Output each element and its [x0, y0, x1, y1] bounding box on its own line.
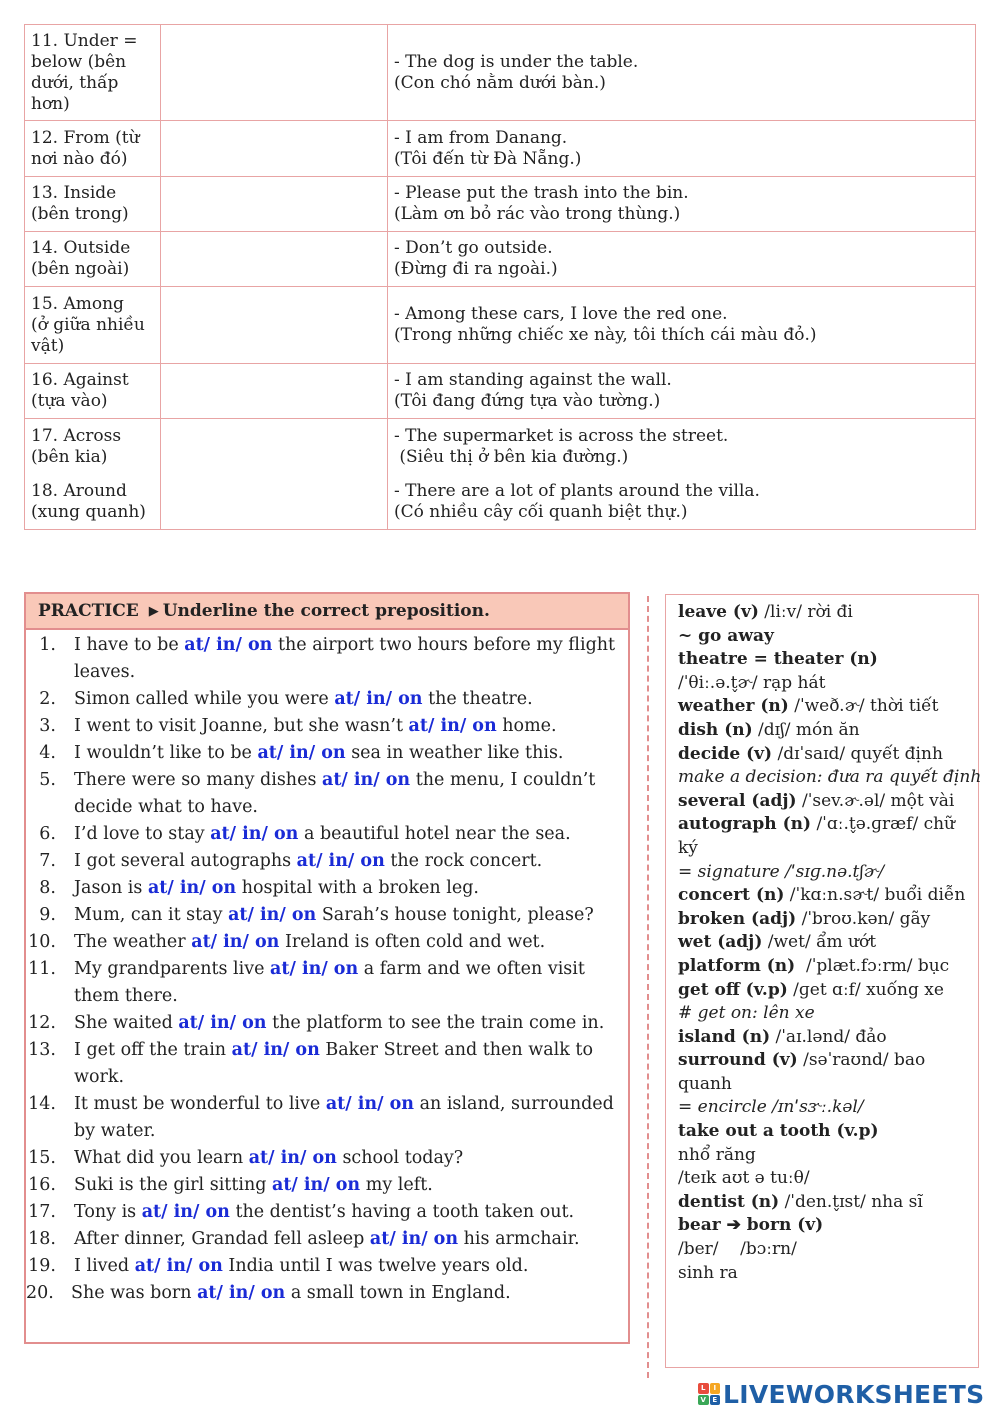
preposition-term-line: 14. Outside — [31, 238, 131, 259]
question-text-before: What did you learn — [74, 1148, 249, 1168]
preposition-options[interactable]: at/ in/ on — [257, 743, 346, 763]
question-number: 14. — [28, 1094, 56, 1114]
blank-cell — [161, 232, 388, 287]
preposition-term-line: 16. Against — [31, 369, 129, 390]
question-text — [74, 1091, 618, 1145]
vocabulary-line — [678, 1026, 970, 1050]
vocabulary-word: wet (adj) — [678, 932, 763, 953]
preposition-options[interactable]: at/ in/ on — [325, 1094, 414, 1114]
question-list — [26, 632, 628, 1307]
practice-instruction: Underline the correct preposition. — [162, 601, 490, 621]
preposition-term-line: 18. Around — [31, 480, 127, 501]
preposition-term-line: dưới, thấp — [31, 72, 119, 93]
vocabulary-line — [678, 884, 970, 908]
vocabulary-line — [678, 1049, 970, 1073]
question-item — [26, 686, 628, 713]
vocabulary-line — [678, 861, 970, 885]
vocabulary-definition: /səˈraʊnd/ bao — [797, 1050, 926, 1071]
example-cell — [388, 232, 976, 287]
question-item — [26, 1091, 628, 1145]
preposition-row — [25, 177, 976, 232]
blank-cell — [161, 418, 388, 474]
blank-cell — [161, 177, 388, 232]
vocabulary-definition: /ˈɑː.t̬ə.ɡræf/ chữ — [811, 814, 955, 835]
vocabulary-line — [678, 766, 982, 790]
question-item — [26, 1010, 628, 1037]
example-translation: (Con chó nằm dưới bàn.) — [394, 72, 606, 93]
question-item — [26, 1037, 628, 1091]
example-cell — [388, 363, 976, 418]
preposition-row — [25, 232, 976, 287]
vocabulary-word: platform (n) — [678, 955, 796, 976]
vocabulary-note: = encircle /ɪnˈsɝː.kəl/ — [678, 1097, 864, 1118]
question-text-after: India until I was twelve years old. — [222, 1256, 529, 1276]
preposition-row — [25, 363, 976, 418]
question-text-before: I got several autographs — [74, 851, 297, 871]
question-text-before: I have to be — [74, 635, 185, 655]
question-text-after: Baker Street and then walk to work. — [74, 1040, 599, 1087]
blank-cell — [161, 287, 388, 363]
logo-mark-letter: I — [710, 1383, 721, 1394]
question-text-after: the rock concert. — [384, 851, 543, 871]
example-sentence: - I am standing against the wall. — [394, 369, 672, 390]
preposition-options[interactable]: at/ in/ on — [178, 1013, 267, 1033]
vocabulary-definition: /ber/ /bɔːrn/ — [678, 1239, 797, 1260]
vocabulary-line — [678, 1191, 970, 1215]
example-translation: (Trong những chiếc xe này, tôi thích cái màu đỏ.) — [394, 325, 817, 346]
question-number: 1. — [39, 635, 56, 655]
vocabulary-definition: quanh — [678, 1073, 732, 1094]
preposition-options[interactable]: at/ in/ on — [197, 1283, 286, 1303]
logo-mark-letter: L — [698, 1383, 709, 1394]
vocabulary-word: dish (n) — [678, 719, 753, 740]
vocabulary-word: take out a tooth (v.p) — [678, 1121, 879, 1142]
question-text — [71, 1280, 618, 1307]
vocabulary-definition: /ˈsev.ɚ.əl/ một vài — [796, 790, 955, 811]
vocabulary-definition: /ˈθiː.ə.t̬ɚ/ rạp hát — [678, 672, 826, 693]
vocabulary-word: autograph (n) — [678, 814, 812, 835]
preposition-options[interactable]: at/ in/ on — [334, 689, 423, 709]
preposition-term-line: hơn) — [31, 93, 70, 114]
question-text-before: My grandparents live — [74, 959, 271, 979]
question-text-after: the airport two hours before my flight leaves. — [74, 635, 621, 682]
preposition-row — [25, 474, 976, 529]
question-number: 11. — [28, 959, 56, 979]
preposition-term-line: (tựa vào) — [31, 390, 108, 411]
question-item — [26, 740, 628, 767]
preposition-options[interactable]: at/ in/ on — [147, 878, 237, 898]
preposition-term-line: (bên kia) — [31, 446, 108, 467]
preposition-options[interactable]: at/ in/ on — [134, 1256, 223, 1276]
preposition-term-cell — [25, 232, 161, 287]
preposition-options[interactable]: at/ in/ on — [184, 635, 273, 655]
question-item — [26, 821, 628, 848]
preposition-options[interactable]: at/ in/ on — [248, 1148, 337, 1168]
vocabulary-word: decide (v) — [678, 743, 773, 764]
vocabulary-word: concert (n) — [678, 885, 785, 906]
vocabulary-note: make a decision: đưa ra quyết định — [678, 767, 982, 788]
triangle-right-icon: ▶ — [148, 603, 159, 619]
question-number: 13. — [28, 1040, 56, 1060]
question-text — [74, 848, 618, 875]
question-text-after: hospital with a broken leg. — [236, 878, 479, 898]
question-number: 10. — [28, 932, 56, 952]
preposition-term-cell — [25, 121, 161, 177]
question-text — [74, 632, 621, 686]
question-text — [74, 713, 618, 740]
preposition-options[interactable]: at/ in/ on — [408, 716, 497, 736]
vocabulary-word: dentist (n) — [678, 1191, 780, 1212]
vocabulary-line — [678, 625, 970, 649]
question-item — [26, 1226, 628, 1253]
preposition-row — [25, 121, 976, 177]
question-text — [74, 686, 618, 713]
example-translation: (Đừng đi ra ngoài.) — [394, 259, 558, 280]
example-sentence: - Among these cars, I love the red one. — [394, 304, 728, 325]
question-text — [74, 1145, 618, 1172]
preposition-options[interactable]: at/ in/ on — [191, 932, 280, 952]
vocabulary-definition: /dɪʃ/ món ăn — [752, 719, 860, 740]
question-number: 18. — [28, 1229, 56, 1249]
vocabulary-line — [678, 1214, 970, 1238]
preposition-term-cell — [25, 418, 161, 474]
example-sentence: - Don’t go outside. — [394, 238, 553, 259]
question-item — [26, 713, 628, 740]
question-text-after: Sarah’s house tonight, please? — [316, 905, 594, 925]
question-text-after: an island, surrounded by water. — [74, 1094, 620, 1141]
question-text-before: Jason is — [74, 878, 148, 898]
question-item — [26, 1172, 628, 1199]
question-number: 12. — [28, 1013, 56, 1033]
question-item — [26, 902, 628, 929]
preposition-term-cell — [25, 25, 161, 121]
question-text — [74, 929, 618, 956]
vocabulary-definition: sinh ra — [678, 1262, 738, 1283]
vocabulary-line — [678, 695, 970, 719]
question-text-before: I went to visit Joanne, but she wasn’t — [74, 716, 409, 736]
vocabulary-word: ~ go away — [678, 625, 774, 646]
vocabulary-word: broken (adj) — [678, 908, 797, 929]
question-item — [26, 956, 628, 1010]
vocabulary-line — [678, 908, 970, 932]
vocabulary-word: get off (v.p) — [678, 979, 788, 1000]
preposition-term-cell — [25, 474, 161, 529]
preposition-term-line: (bên ngoài) — [31, 259, 130, 280]
liveworksheets-logo — [698, 1380, 984, 1408]
vocabulary-definition: /ˈbroʊ.kən/ gãy — [796, 908, 931, 929]
preposition-row — [25, 418, 976, 474]
vocabulary-definition: /teɪk aʊt ə tuːθ/ — [678, 1168, 810, 1189]
vocabulary-box — [665, 594, 982, 1368]
example-cell — [388, 287, 976, 363]
vocabulary-word: island (n) — [678, 1026, 771, 1047]
question-text-before: It must be wonderful to live — [74, 1094, 326, 1114]
liveworksheets-wordmark: LIVEWORKSHEETS — [723, 1379, 985, 1409]
preposition-term-line: 11. Under = — [31, 30, 138, 51]
vocabulary-word: weather (n) — [678, 696, 789, 717]
preposition-options[interactable]: at/ in/ on — [321, 770, 411, 790]
vocabulary-word: bear ➔ born (v) — [678, 1215, 824, 1236]
vocabulary-word: surround (v) — [678, 1050, 798, 1071]
preposition-term-line: 12. From (từ — [31, 127, 140, 148]
question-text-after: his armchair. — [458, 1229, 580, 1249]
question-number: 20. — [26, 1283, 54, 1303]
question-text-before: There were so many dishes — [74, 770, 322, 790]
preposition-options[interactable]: at/ in/ on — [231, 1040, 320, 1060]
vocabulary-line — [678, 1002, 970, 1026]
question-item — [26, 1199, 628, 1226]
practice-box — [24, 592, 630, 1344]
vocabulary-line — [678, 1073, 970, 1097]
preposition-term-line: (bên trong) — [31, 204, 129, 225]
question-text — [74, 1226, 618, 1253]
vocabulary-line — [678, 955, 970, 979]
question-text-after: school today? — [336, 1148, 464, 1168]
question-text-before: The weather — [74, 932, 192, 952]
vocabulary-word: leave (v) — [678, 602, 759, 622]
question-number: 5. — [39, 770, 56, 790]
example-cell — [388, 418, 976, 474]
vocabulary-line — [678, 719, 970, 743]
question-text-before: Mum, can it stay — [74, 905, 229, 925]
preposition-row — [25, 287, 976, 363]
question-item — [26, 1253, 628, 1280]
example-cell — [388, 121, 976, 177]
example-translation: (Siêu thị ở bên kia đường.) — [394, 446, 629, 467]
vocabulary-definition: /ˈkɑːn.sɚt/ buổi diễn — [784, 885, 966, 906]
vocabulary-line — [678, 931, 970, 955]
preposition-options[interactable]: at/ in/ on — [272, 1175, 361, 1195]
question-text — [74, 956, 618, 1010]
example-translation: (Tôi đang đứng tựa vào tường.) — [394, 390, 661, 411]
vocabulary-definition: nhổ răng — [678, 1144, 756, 1165]
vocabulary-definition: /ˈweð.ɚ/ thời tiết — [788, 696, 939, 717]
question-item — [26, 875, 628, 902]
blank-cell — [161, 121, 388, 177]
question-text — [74, 875, 618, 902]
preposition-term-line: vật) — [31, 335, 65, 356]
question-number: 7. — [39, 851, 56, 871]
question-text-after: a small town in England. — [285, 1283, 511, 1303]
question-text-after: a beautiful hotel near the sea. — [298, 824, 571, 844]
question-text-before: I wouldn’t like to be — [74, 743, 258, 763]
liveworksheets-mark-icon — [698, 1383, 720, 1405]
vocabulary-note: = signature /ˈsɪɡ.nə.tʃɚ/ — [678, 861, 885, 882]
question-text — [74, 1172, 618, 1199]
question-text-before: I lived — [74, 1256, 135, 1276]
vocabulary-line — [678, 979, 970, 1003]
question-text — [74, 767, 618, 821]
question-text-after: sea in weather like this. — [345, 743, 564, 763]
vocabulary-definition: /ˈaɪ.lənd/ đảo — [770, 1026, 887, 1047]
question-text-after: my left. — [360, 1175, 433, 1195]
vocabulary-line — [678, 601, 970, 625]
blank-cell — [161, 474, 388, 529]
column-separator — [647, 596, 649, 1378]
vocabulary-line — [678, 1096, 970, 1120]
question-text-after: the platform to see the train come in. — [266, 1013, 605, 1033]
question-text-before: Suki is the girl sitting — [74, 1175, 272, 1195]
question-number: 16. — [28, 1175, 56, 1195]
vocabulary-line — [678, 837, 970, 861]
example-translation: (Làm ơn bỏ rác vào trong thùng.) — [394, 204, 681, 225]
practice-header — [26, 594, 628, 630]
question-text-before: She waited — [74, 1013, 179, 1033]
question-text-after: a farm and we often visit them there. — [74, 959, 591, 1006]
preposition-term-line: (xung quanh) — [31, 501, 146, 522]
example-sentence: - There are a lot of plants around the villa. — [394, 480, 760, 501]
blank-cell — [161, 363, 388, 418]
preposition-term-line: below (bên — [31, 51, 127, 72]
question-number: 2. — [39, 689, 56, 709]
vocabulary-definition: ký — [678, 837, 698, 858]
example-translation: (Tôi đến từ Đà Nẵng.) — [394, 148, 582, 169]
preposition-term-line: (ở giữa nhiều — [31, 314, 145, 335]
question-text-after: the menu, I couldn’t decide what to have. — [74, 770, 601, 817]
vocabulary-line — [678, 1167, 970, 1191]
question-text-after: the dentist’s having a tooth taken out. — [229, 1202, 575, 1222]
vocabulary-note: # get on: lên xe — [678, 1003, 815, 1024]
vocabulary-definition: /dɪˈsaɪd/ quyết định — [772, 743, 943, 764]
vocabulary-definition: /ˈden.t̬ɪst/ nha sĩ — [779, 1191, 923, 1212]
vocabulary-line — [678, 1238, 970, 1262]
question-text-before: I get off the train — [74, 1040, 232, 1060]
example-sentence: - The supermarket is across the street. — [394, 425, 729, 446]
question-text — [74, 821, 618, 848]
question-number: 9. — [39, 905, 56, 925]
question-text-before: I’d love to stay — [74, 824, 211, 844]
question-text — [74, 902, 618, 929]
question-number: 15. — [28, 1148, 56, 1168]
practice-title: PRACTICE — [38, 601, 139, 621]
preposition-term-line: nơi nào đó) — [31, 148, 128, 169]
example-sentence: - The dog is under the table. — [394, 51, 639, 72]
preposition-table-body — [25, 25, 976, 530]
example-cell — [388, 25, 976, 121]
vocabulary-line — [678, 648, 970, 672]
example-cell — [388, 177, 976, 232]
question-number: 6. — [39, 824, 56, 844]
vocabulary-line — [678, 1144, 970, 1168]
vocabulary-definition: /ˈplæt.fɔːrm/ bục — [795, 955, 950, 976]
example-sentence: - I am from Danang. — [394, 127, 568, 148]
vocabulary-word: theatre = theater (n) — [678, 649, 878, 670]
preposition-options[interactable]: at/ in/ on — [369, 1229, 459, 1249]
question-text — [74, 740, 618, 767]
vocabulary-line — [678, 743, 970, 767]
question-item — [26, 1145, 628, 1172]
preposition-options[interactable]: at/ in/ on — [270, 959, 359, 979]
preposition-term-cell — [25, 177, 161, 232]
question-text — [74, 1010, 618, 1037]
preposition-options[interactable]: at/ in/ on — [141, 1202, 230, 1222]
question-number: 4. — [39, 743, 56, 763]
logo-mark-letter: E — [710, 1395, 721, 1406]
preposition-options[interactable]: at/ in/ on — [210, 824, 299, 844]
question-number: 17. — [28, 1202, 56, 1222]
preposition-row — [25, 25, 976, 121]
question-text-before: Simon called while you were — [74, 689, 335, 709]
vocabulary-definition: /ɡet ɑːf/ xuống xe — [787, 979, 944, 1000]
question-text-after: home. — [496, 716, 557, 736]
question-text — [74, 1253, 618, 1280]
question-number: 8. — [39, 878, 56, 898]
question-text-after: the theatre. — [422, 689, 533, 709]
preposition-term-cell — [25, 287, 161, 363]
question-number: 19. — [28, 1256, 56, 1276]
preposition-term-cell — [25, 363, 161, 418]
vocabulary-line — [678, 1120, 970, 1144]
question-item — [26, 929, 628, 956]
question-text-before: After dinner, Grandad fell asleep — [74, 1229, 370, 1249]
vocabulary-definition: /wet/ ẩm ướt — [762, 932, 877, 953]
preposition-term-line: 13. Inside — [31, 183, 117, 204]
example-translation: (Có nhiều cây cối quanh biệt thự.) — [394, 501, 688, 522]
preposition-term-line: 17. Across — [31, 425, 122, 446]
question-text-after: Ireland is often cold and wet. — [279, 932, 546, 952]
example-sentence: - Please put the trash into the bin. — [394, 183, 689, 204]
vocabulary-line — [678, 813, 970, 837]
blank-cell — [161, 25, 388, 121]
logo-mark-letter: V — [698, 1395, 709, 1406]
preposition-options[interactable]: at/ in/ on — [296, 851, 385, 871]
vocabulary-definition: /liːv/ rời đi — [758, 602, 853, 622]
vocabulary-line — [678, 1262, 970, 1286]
question-number: 3. — [39, 716, 56, 736]
question-text-before: She was born — [71, 1283, 198, 1303]
preposition-table — [24, 24, 976, 530]
example-cell — [388, 474, 976, 529]
question-item — [26, 848, 628, 875]
vocabulary-line — [678, 672, 970, 696]
question-text — [74, 1199, 618, 1226]
question-item — [26, 1280, 628, 1307]
vocabulary-line — [678, 790, 970, 814]
preposition-term-line: 15. Among — [31, 293, 124, 314]
question-text-before: Tony is — [74, 1202, 142, 1222]
preposition-options[interactable]: at/ in/ on — [228, 905, 317, 925]
vocabulary-word: several (adj) — [678, 790, 797, 811]
question-item — [26, 767, 628, 821]
question-item — [26, 632, 628, 686]
question-text — [74, 1037, 618, 1091]
